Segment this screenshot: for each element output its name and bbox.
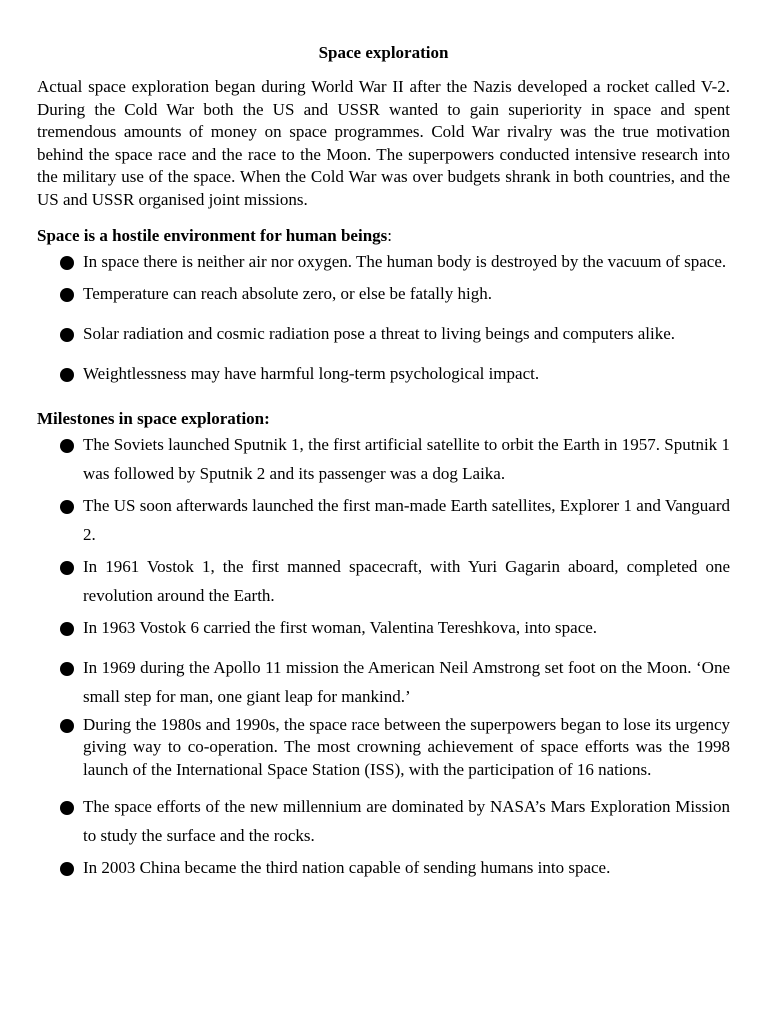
bullet-icon [60, 662, 74, 676]
list-item [37, 279, 730, 308]
bullet-icon [60, 561, 74, 575]
bullet-icon [60, 288, 74, 302]
list-item-text: Solar radiation and cosmic radiation pose a threat to living beings and computers alike. [83, 323, 676, 343]
list-item [37, 319, 730, 348]
bullet-icon [60, 862, 74, 876]
bullet-icon [60, 439, 74, 453]
hazards-heading-text: Space is a hostile environment for human beings [37, 225, 388, 245]
milestones-list [37, 430, 730, 883]
list-item-text: Temperature can reach absolute zero, or else be fatally high. [83, 283, 492, 303]
list-item-text: During the 1980s and 1990s, the space race between the superpowers began to lose its urgency giving way to co-operation. The most crowning achievement of space efforts was the 1998 launch of the International Space Station (ISS), with the participation of 16 nations. [83, 714, 730, 779]
hazards-heading [37, 225, 730, 247]
list-item-text: In 1963 Vostok 6 carried the first woman, Valentina Tereshkova, into space. [83, 617, 598, 637]
list-item [37, 714, 730, 782]
list-item-text: In space there is neither air nor oxygen. The human body is destroyed by the vacuum of space. [83, 251, 727, 271]
list-item [37, 653, 730, 711]
hazards-list [37, 247, 730, 388]
bullet-icon [60, 256, 74, 270]
list-item-text: Weightlessness may have harmful long-term psychological impact. [83, 363, 540, 383]
milestones-heading: Milestones in space exploration: [37, 408, 270, 428]
list-item-text: In 2003 China became the third nation capable of sending humans into space. [83, 858, 611, 878]
document-page [37, 40, 730, 885]
list-item-text: The space efforts of the new millennium are dominated by NASA’s Mars Exploration Mission to study the surface and the rocks. [83, 797, 730, 846]
list-item [37, 491, 730, 549]
hazards-heading-colon: : [387, 225, 393, 245]
bullet-icon [60, 801, 74, 815]
intro-paragraph: Actual space exploration began during World War II after the Nazis developed a rocket called V-2. During the Cold War both the US and USSR wanted to gain superiority in space and spent tremendous amounts of money on space programmes. Cold War rivalry was the true motivation behind the space race and the race to the Moon. The superpowers conducted intensive research into the military use of the space. When the Cold War was over budgets shrank in both countries, and the US and USSR organised joint missions. [37, 77, 730, 209]
list-item-text: The US soon afterwards launched the first man-made Earth satellites, Explorer 1 and Vanguard 2. [83, 495, 730, 544]
list-item-text: In 1969 during the Apollo 11 mission the American Neil Amstrong set foot on the Moon. ‘One small step for man, one giant leap for mankind.’ [83, 657, 730, 706]
list-item-text: In 1961 Vostok 1, the first manned spacecraft, with Yuri Gagarin aboard, completed one revolution around the Earth. [83, 556, 730, 605]
list-item [37, 430, 730, 488]
bullet-icon [60, 622, 74, 636]
list-item [37, 613, 730, 642]
list-item-text: The Soviets launched Sputnik 1, the first artificial satellite to orbit the Earth in 1957. Sputnik 1 was followed by Sputnik 2 and its passenger was a dog Laika. [83, 434, 730, 483]
bullet-icon [60, 328, 74, 342]
list-item [37, 853, 730, 882]
bullet-icon [60, 500, 74, 514]
list-item [37, 552, 730, 610]
bullet-icon [60, 719, 74, 733]
document-title: Space exploration [318, 43, 449, 62]
list-item [37, 792, 730, 850]
list-item [37, 247, 730, 276]
list-item [37, 359, 730, 388]
bullet-icon [60, 368, 74, 382]
